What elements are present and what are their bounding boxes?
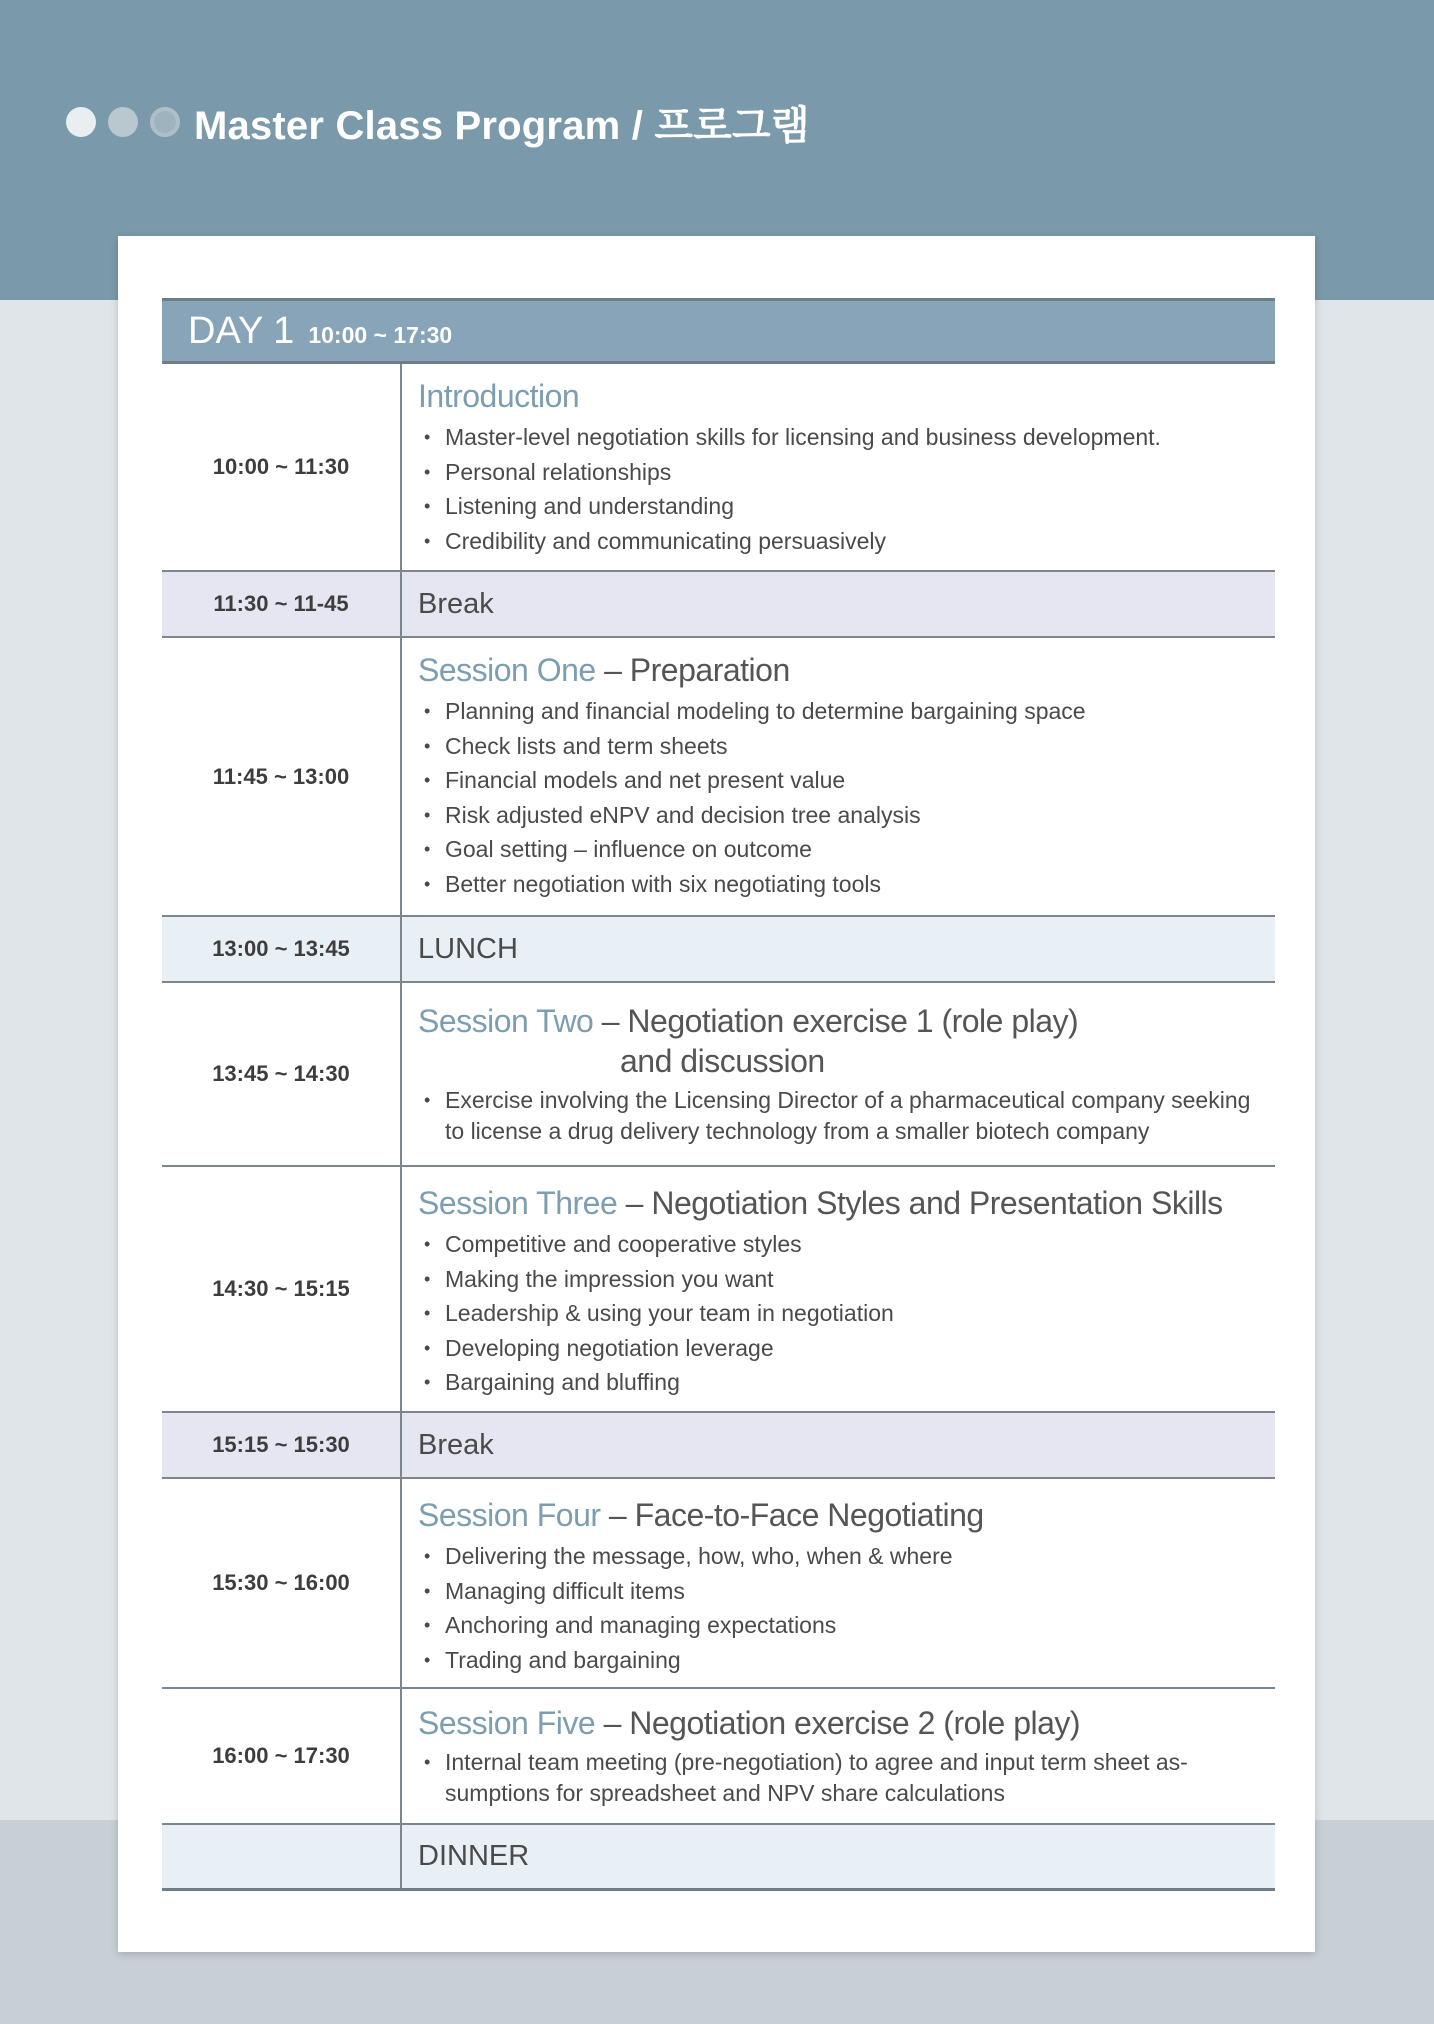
session-cell [402, 572, 1275, 636]
session-cell [402, 1825, 1275, 1888]
list-item: • Delivering the message, how, who, when & where [418, 1539, 1259, 1574]
session-subtitle-continued: and discussion [620, 1043, 825, 1079]
list-item: • Credibility and communicating persuasively [418, 524, 1259, 559]
schedule-row [162, 983, 1275, 1167]
list-item: • Planning and financial modeling to determine bargaining space [418, 694, 1259, 729]
session-cell [402, 917, 1275, 981]
break-label: Break [418, 587, 494, 620]
topic-list [418, 694, 1259, 901]
list-item: • Better negotiation with six negotiating tools [418, 867, 1259, 902]
list-item: • Personal relationships [418, 455, 1259, 490]
session-name: Introduction [418, 378, 580, 414]
time-cell: 15:15 ~ 15:30 [162, 1413, 402, 1477]
session-cell [402, 638, 1275, 915]
session-cell [402, 1479, 1275, 1687]
dinner-label: DINNER [418, 1840, 530, 1872]
session-title [418, 650, 1259, 690]
session-cell [402, 364, 1275, 570]
time-cell: 10:00 ~ 11:30 [162, 364, 402, 570]
page-header [66, 92, 810, 152]
list-item: • Check lists and term sheets [418, 729, 1259, 764]
session-cell [402, 1413, 1275, 1477]
session-subtitle: – Negotiation Styles and Presentation Skills [625, 1185, 1223, 1221]
session-subtitle: – Negotiation exercise 2 (role play) [603, 1705, 1081, 1741]
day-header [162, 298, 1275, 364]
schedule-row [162, 1825, 1275, 1891]
topic-list [418, 1227, 1259, 1400]
list-item: • Internal team meeting (pre-negotiation) to agree and input term sheet as-sumptions for spreadsheet and NPV share calculations [418, 1747, 1259, 1809]
time-cell: 11:30 ~ 11-45 [162, 572, 402, 636]
schedule-row [162, 1689, 1275, 1825]
session-title [418, 1495, 1259, 1535]
dot-icon [66, 107, 96, 137]
list-item: • Risk adjusted eNPV and decision tree analysis [418, 798, 1259, 833]
break-label: Break [418, 1428, 494, 1461]
session-subtitle: – Negotiation exercise 1 (role play) [601, 1003, 1079, 1039]
session-cell [402, 983, 1275, 1165]
list-item: • Trading and bargaining [418, 1643, 1259, 1678]
page-title: Master Class Program / 프로그램 [194, 103, 810, 148]
session-name: Session Three [418, 1185, 618, 1221]
list-item: • Competitive and cooperative styles [418, 1227, 1259, 1262]
list-item: • Bargaining and bluffing [418, 1365, 1259, 1400]
session-name: Session One [418, 652, 596, 688]
list-item: • Leadership & using your team in negotiation [418, 1296, 1259, 1331]
session-name: Session Two [418, 1003, 594, 1039]
schedule-row [162, 1479, 1275, 1689]
time-cell: 15:30 ~ 16:00 [162, 1479, 402, 1687]
time-cell [162, 1825, 402, 1888]
list-item: • Master-level negotiation skills for licensing and business development. [418, 420, 1259, 455]
time-cell: 16:00 ~ 17:30 [162, 1689, 402, 1823]
session-cell [402, 1167, 1275, 1411]
dot-icon [150, 107, 180, 137]
list-item: • Managing difficult items [418, 1574, 1259, 1609]
schedule-row [162, 572, 1275, 638]
lunch-label: LUNCH [418, 932, 518, 965]
session-cell [402, 1689, 1275, 1823]
list-item: • Listening and understanding [418, 489, 1259, 524]
session-name: Session Four [418, 1497, 601, 1533]
day-time: 10:00 ~ 17:30 [308, 321, 453, 348]
session-title [418, 1703, 1259, 1743]
session-name: Session Five [418, 1705, 596, 1741]
time-cell: 14:30 ~ 15:15 [162, 1167, 402, 1411]
schedule-row [162, 638, 1275, 917]
list-item: • Exercise involving the Licensing Director of a pharmaceutical company seeking to license a drug delivery technology from a smaller biotech company [418, 1085, 1259, 1147]
schedule-row [162, 1167, 1275, 1413]
schedule-table [162, 298, 1275, 1891]
list-item: • Developing negotiation leverage [418, 1331, 1259, 1366]
session-title [418, 376, 1259, 416]
session-title [418, 1001, 1259, 1041]
list-item: • Goal setting – influence on outcome [418, 832, 1259, 867]
session-subtitle: – Preparation [604, 652, 790, 688]
schedule-row [162, 1413, 1275, 1479]
dot-icon [108, 107, 138, 137]
list-item: • Financial models and net present value [418, 763, 1259, 798]
topic-list [418, 420, 1259, 558]
session-title [418, 1183, 1259, 1223]
time-cell: 13:00 ~ 13:45 [162, 917, 402, 981]
time-cell: 13:45 ~ 14:30 [162, 983, 402, 1165]
list-item: • Anchoring and managing expectations [418, 1608, 1259, 1643]
list-item: • Making the impression you want [418, 1262, 1259, 1297]
topic-list [418, 1085, 1259, 1147]
topic-list [418, 1747, 1259, 1809]
session-subtitle: – Face-to-Face Negotiating [608, 1497, 984, 1533]
day-label: DAY 1 [188, 309, 295, 352]
schedule-row [162, 364, 1275, 572]
topic-list [418, 1539, 1259, 1677]
program-card [118, 236, 1315, 1952]
time-cell: 11:45 ~ 13:00 [162, 638, 402, 915]
schedule-row [162, 917, 1275, 983]
